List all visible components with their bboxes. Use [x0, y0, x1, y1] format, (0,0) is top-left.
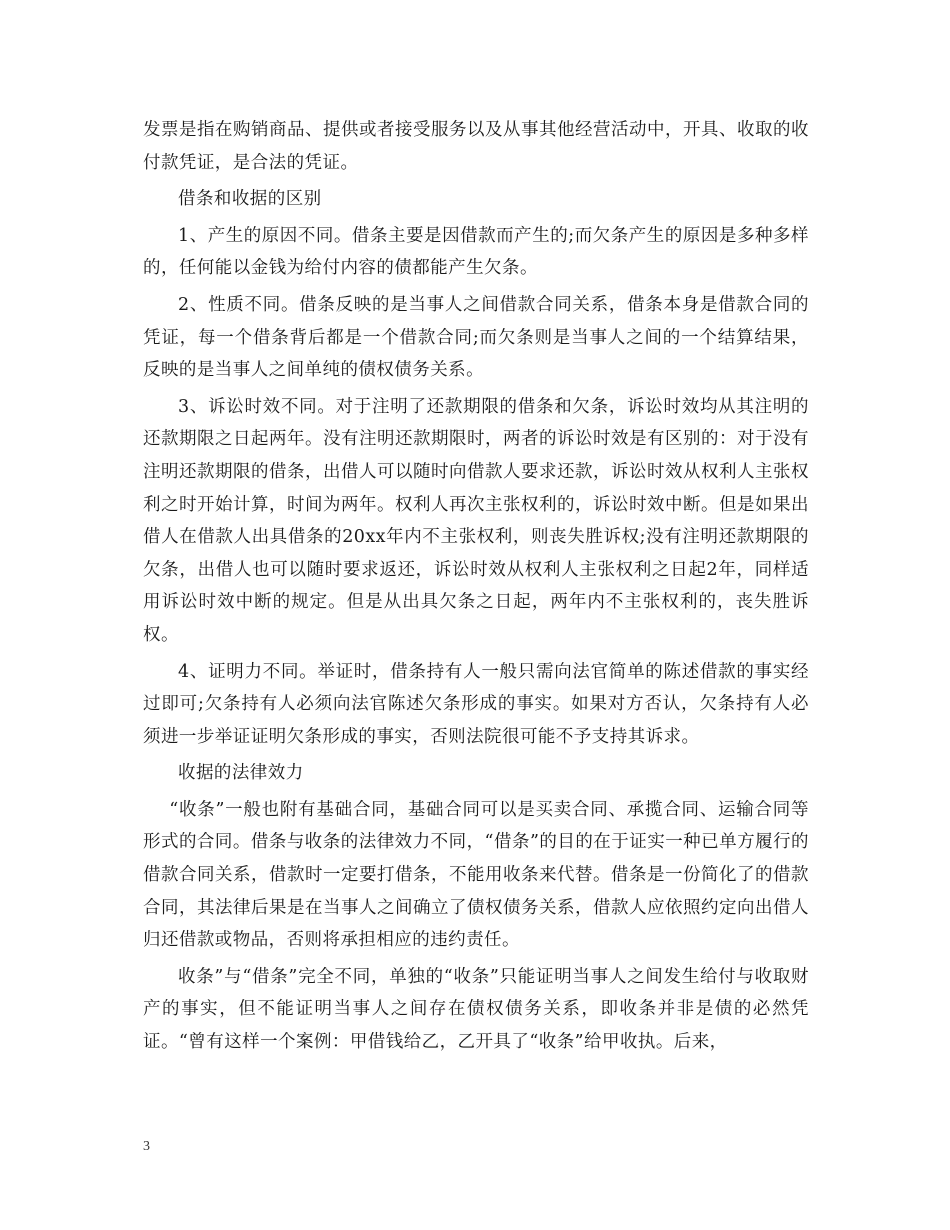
paragraph-difference-3: 3、诉讼时效不同。对于注明了还款期限的借条和欠条，诉讼时效均从其注明的还款期限之日起两年。没有注明还款期限时，两者的诉讼时效是有区别的：对于没有注明还款期限的借条，出借人可以随时向借款人要求还款，诉讼时效从权利人主张权利之时开始计算，时间为两年。权利人再次主张权利的，诉讼时效中断。但是如果出借人在借款人出具借条的20xx年内不主张权利，则丧失胜诉权;没有注明还款期限的欠条，出借人也可以随时要求返还，诉讼时效从权利人主张权利之日起2年，同样适用诉讼时效中断的规定。但是从出具欠条之日起，两年内不主张权利的，丧失胜诉权。 [143, 396, 809, 645]
paragraph-invoice-definition: 发票是指在购销商品、提供或者接受服务以及从事其他经营活动中，开具、收取的收付款凭证，是合法的凭证。 [143, 120, 809, 173]
paragraph-receipt-vs-iou: 收条”与“借条”完全不同，单独的“收条”只能证明当事人之间发生给付与收取财产的事实，但不能证明当事人之间存在债权债务关系，即收条并非是债的必然凭证。“曾有这样一个案例：甲借钱给乙，乙开具了“收条”给甲收执。后来， [143, 966, 809, 1053]
document-body [143, 114, 809, 1063]
paragraph-receipt-effect: “收条”一般也附有基础合同，基础合同可以是买卖合同、承揽合同、运输合同等形式的合同。借条与收条的法律效力不同，“借条”的目的在于证实一种已单方履行的借款合同关系，借款时一定要打借条，不能用收条来代替。借条是一份简化了的借款合同，其法律后果是在当事人之间确立了债权债务关系，借款人应依照约定向出借人归还借款或物品，否则将承担相应的违约责任。 [143, 799, 809, 951]
page-number: 3 [143, 1139, 150, 1154]
paragraph-difference-2: 2、性质不同。借条反映的是当事人之间借款合同关系，借条本身是借款合同的凭证，每一个借条背后都是一个借款合同;而欠条则是当事人之间的一个结算结果，反映的是当事人之间单纯的债权债务关系。 [143, 294, 809, 381]
paragraph-difference-1: 1、产生的原因不同。借条主要是因借款而产生的;而欠条产生的原因是多种多样的，任何能以金钱为给付内容的债都能产生欠条。 [143, 225, 809, 279]
heading-iou-vs-receipt: 借条和收据的区别 [178, 189, 322, 210]
paragraph-difference-4: 4、证明力不同。举证时，借条持有人一般只需向法官简单的陈述借款的事实经过即可;欠条持有人必须向法官陈述欠条形成的事实。如果对方否认，欠条持有人必须进一步举证证明欠条形成的事实，否则法院很可能不予支持其诉求。 [143, 661, 809, 747]
heading-receipt-legal-effect: 收据的法律效力 [178, 763, 304, 784]
